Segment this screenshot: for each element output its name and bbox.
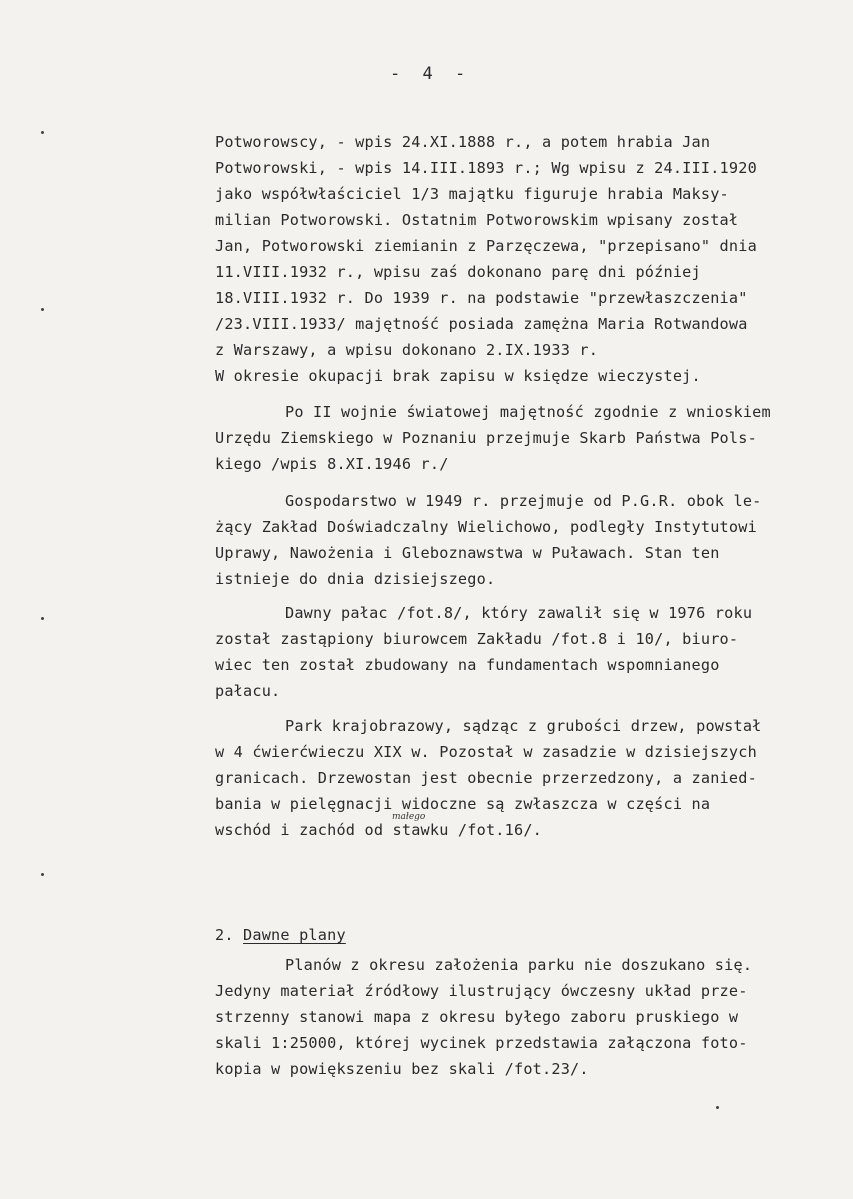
text-line: 18.VIII.1932 r. Do 1939 r. na podstawie "przewłaszczenia" — [215, 289, 748, 307]
text-line: pałacu. — [215, 682, 281, 700]
text-line: kopia w powiększeniu bez skali /fot.23/. — [215, 1060, 589, 1078]
text-line: Dawny pałac /fot.8/, który zawalił się w 1976 roku — [285, 604, 753, 622]
handwritten-insert: małego — [392, 812, 426, 822]
text-line: granicach. Drzewostan jest obecnie przerzedzony, a zanied- — [215, 769, 757, 787]
text-line: Uprawy, Nawożenia i Gleboznawstwa w Puławach. Stan ten — [215, 544, 720, 562]
text-line: /23.VIII.1933/ majętność posiada zamężna Maria Rotwandowa — [215, 315, 748, 333]
text-line: Jedyny materiał źródłowy ilustrujący ówczesny układ prze- — [215, 982, 748, 1000]
text-line: 11.VIII.1932 r., wpisu zaś dokonano parę dni później — [215, 263, 701, 281]
text-line: z Warszawy, a wpisu dokonano 2.IX.1933 r. — [215, 341, 599, 359]
text-line: Potworowski, - wpis 14.III.1893 r.; Wg wpisu z 24.III.1920 — [215, 159, 757, 177]
margin-mark — [716, 1106, 719, 1109]
text-line: Jan, Potworowski ziemianin z Parzęczewa, "przepisano" dnia — [215, 237, 757, 255]
text-line: bania w pielęgnacji widoczne są zwłaszcza w części na — [215, 795, 711, 813]
text-line: W okresie okupacji brak zapisu w księdze wieczystej. — [215, 367, 701, 385]
text-line: kiego /wpis 8.XI.1946 r./ — [215, 455, 449, 473]
text-line: skali 1:25000, której wycinek przedstawia załączona foto- — [215, 1034, 748, 1052]
margin-mark — [41, 873, 44, 876]
text-line: strzenny stanowi mapa z okresu byłego zaboru pruskiego w — [215, 1008, 739, 1026]
section-heading — [215, 926, 346, 944]
text-line: wiec ten został zbudowany na fundamentach wspomnianego — [215, 656, 720, 674]
text-line: wschód i zachód od stawku /fot.16/. — [215, 821, 543, 839]
text-line: jako współwłaściciel 1/3 majątku figuruje hrabia Maksy- — [215, 185, 729, 203]
text-line: żący Zakład Doświadczalny Wielichowo, podległy Instytutowi — [215, 518, 757, 536]
page-number: - 4 - — [390, 64, 472, 84]
text-line: Gospodarstwo w 1949 r. przejmuje od P.G.R. obok le- — [285, 492, 762, 510]
section-number: 2. — [215, 926, 234, 944]
text-line: Potworowscy, - wpis 24.XI.1888 r., a potem hrabia Jan — [215, 133, 711, 151]
text-line: istnieje do dnia dzisiejszego. — [215, 570, 496, 588]
margin-mark — [41, 308, 44, 311]
text-line: w 4 ćwierćwieczu XIX w. Pozostał w zasadzie w dzisiejszych — [215, 743, 757, 761]
text-line: milian Potworowski. Ostatnim Potworowskim wpisany został — [215, 211, 739, 229]
text-line: Po II wojnie światowej majętność zgodnie z wnioskiem — [285, 403, 771, 421]
text-line: Park krajobrazowy, sądząc z grubości drzew, powstał — [285, 717, 762, 735]
text-line: Urzędu Ziemskiego w Poznaniu przejmuje Skarb Państwa Pols- — [215, 429, 757, 447]
margin-mark — [41, 617, 44, 620]
text-line: Planów z okresu założenia parku nie doszukano się. — [285, 956, 753, 974]
text-line: został zastąpiony biurowcem Zakładu /fot.8 i 10/, biuro- — [215, 630, 739, 648]
section-title: Dawne plany — [243, 926, 346, 944]
margin-mark — [41, 131, 44, 134]
